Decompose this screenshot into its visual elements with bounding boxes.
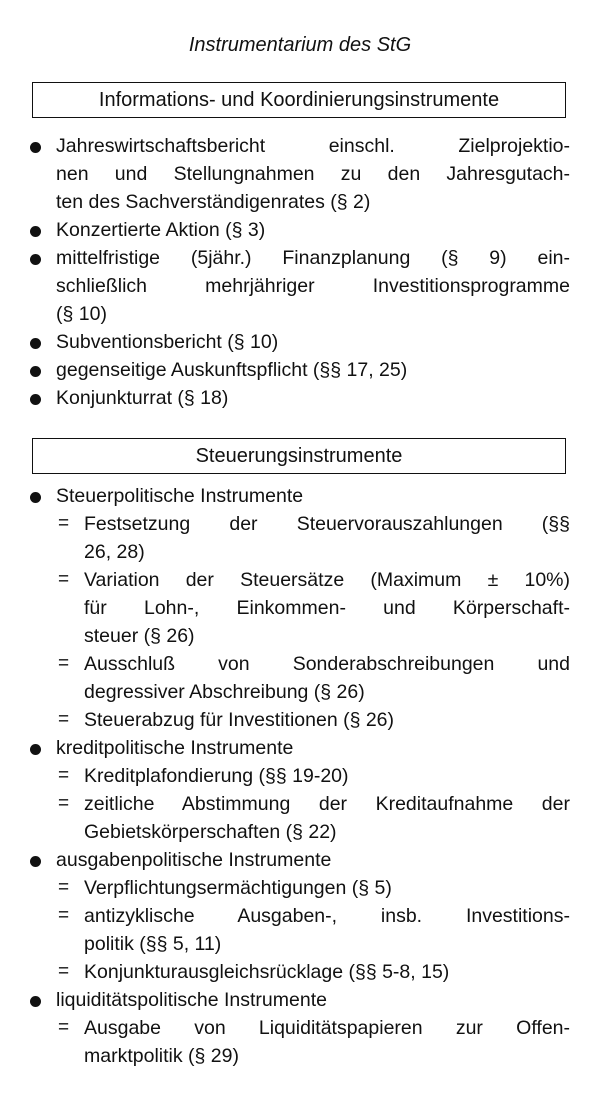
bullet-icon [30,394,41,405]
sub-item-text: Steuerabzug für Investitionen (§ 26) [84,709,395,731]
sub-item-text: für Lohn-, Einkommen- und Körperschaft- [84,597,570,619]
sub-item-text: Variation der Steuersätze (Maximum ± 10%) [84,569,570,591]
group-label: Steuerpolitische Instrumente [56,485,304,507]
bullet-icon [30,744,41,755]
sub-item-marker: = [58,793,70,814]
list-item-text: Subventionsbericht (§ 10) [56,331,279,353]
sub-item-text: zeitliche Abstimmung der Kreditaufnahme der [84,793,570,815]
bullet-icon [30,254,41,265]
list-item-text: Konzertierte Aktion (§ 3) [56,219,266,241]
sub-item-marker: = [58,513,70,534]
sub-item-text: antizyklische Ausgaben-, insb. Investitions- [84,905,570,927]
bullet-icon [30,366,41,377]
sub-item-marker: = [58,877,70,898]
bullet-icon [30,226,41,237]
section-heading-steering: Steuerungsinstrumente [32,438,566,474]
sub-item-marker: = [58,569,70,590]
list-item-text: nen und Stellungnahmen zu den Jahresgutach- [56,163,570,185]
section-heading-information: Informations- und Koordinierungsinstrumente [32,82,566,118]
sub-item-text: Kreditplafondierung (§§ 19-20) [84,765,349,787]
sub-item-marker: = [58,961,70,982]
sub-item-text: Ausgabe von Liquiditätspapieren zur Offen- [84,1017,570,1039]
bullet-icon [30,856,41,867]
sub-item-marker: = [58,765,70,786]
sub-item-text: Festsetzung der Steuervorauszahlungen (§§ [84,513,570,535]
sub-item-marker: = [58,653,70,674]
sub-item-text: Verpflichtungsermächtigungen (§ 5) [84,877,392,899]
list-item-text: gegenseitige Auskunftspflicht (§§ 17, 25) [56,359,408,381]
list-item-text: ten des Sachverständigenrates (§ 2) [56,191,371,213]
list-item-text: Jahreswirtschaftsbericht einschl. Zielprojektio- [56,135,570,157]
sub-item-marker: = [58,1017,70,1038]
list-item-text: (§ 10) [56,303,107,325]
bullet-icon [30,492,41,503]
sub-item-text: Konjunkturausgleichsrücklage (§§ 5-8, 15) [84,961,450,983]
list-item-text: mittelfristige (5jähr.) Finanzplanung (§ 9) ein- [56,247,570,269]
group-label: kreditpolitische Instrumente [56,737,294,759]
sub-item-text: politik (§§ 5, 11) [84,933,222,955]
sub-item-text: marktpolitik (§ 29) [84,1045,239,1067]
list-item-text: schließlich mehrjähriger Investitionsprogramme [56,275,570,297]
sub-item-text: Ausschluß von Sonderabschreibungen und [84,653,570,675]
bullet-icon [30,996,41,1007]
document-title: Instrumentarium des StG [188,34,412,56]
sub-item-marker: = [58,709,70,730]
sub-item-text: 26, 28) [84,541,145,563]
list-item-text: Konjunkturrat (§ 18) [56,387,229,409]
bullet-icon [30,338,41,349]
bullet-icon [30,142,41,153]
sub-item-text: steuer (§ 26) [84,625,195,647]
group-label: ausgabenpolitische Instrumente [56,849,332,871]
sub-item-text: degressiver Abschreibung (§ 26) [84,681,365,703]
sub-item-text: Gebietskörperschaften (§ 22) [84,821,337,843]
group-label: liquiditätspolitische Instrumente [56,989,327,1011]
sub-item-marker: = [58,905,70,926]
